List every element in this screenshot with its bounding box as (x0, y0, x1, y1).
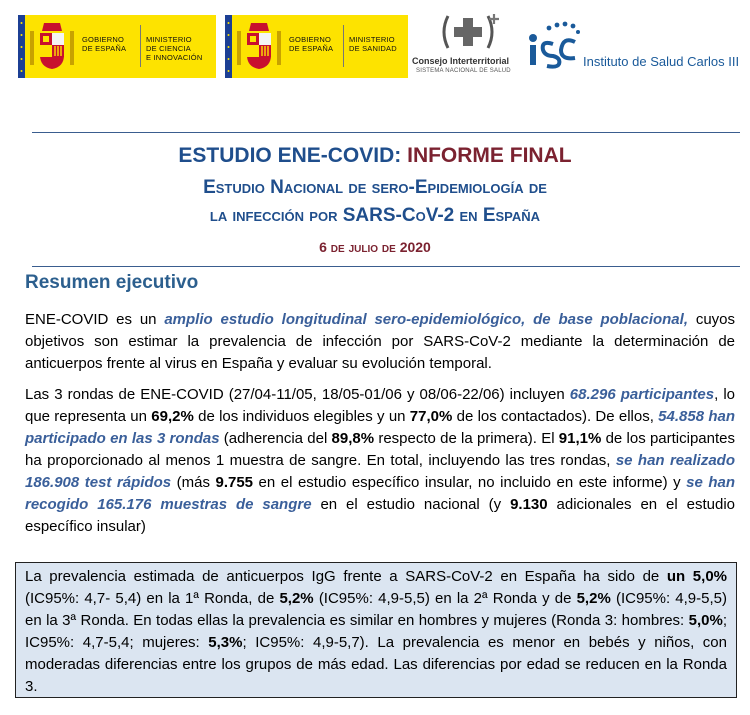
logo-band (0, 0, 750, 110)
text: (adherencia del (219, 430, 332, 447)
cisns-name: Consejo Interterritorial (412, 56, 510, 66)
gobierno-text (82, 35, 126, 53)
highlighted-text: se han recogido 165.176 muestras de sangre (25, 474, 735, 513)
text: (IC95%: 4,7- 5,4) en la 1ª Ronda, de (25, 590, 280, 607)
gov-line: GOBIERNO (82, 35, 125, 44)
text: Las 3 rondas de ENE-COVID (27/04-11/05, 18/05-01/06 y 08/06-22/06) incluyen (25, 386, 570, 403)
title-main: ESTUDIO ENE-COVID: (178, 144, 402, 167)
bold-value: 9.130 (510, 496, 548, 513)
paragraph-intro (25, 309, 735, 375)
highlighted-text: amplio estudio longitudinal sero-epidemiológico, de base poblacional, (164, 311, 688, 328)
text: ; IC95%: 4,9-5,7). La prevalencia es menor en bebés y niños, con moderadas diferencias entre los grupos de más edad. Las diferencias por edad se reducen en la Ronda 3. (25, 634, 727, 695)
bold-value: 69,2% (151, 408, 194, 425)
bold-value: 5,2% (576, 590, 611, 607)
ministry-line: E INNOVACIÓN (146, 53, 203, 62)
ministry-line: MINISTERIO (146, 35, 192, 44)
report-title (0, 144, 750, 168)
logo-consejo-interterritorial (412, 12, 527, 82)
divider (343, 25, 344, 67)
text: , lo que representa un (25, 386, 735, 425)
highlighted-text: 68.296 participantes (569, 386, 715, 403)
text: respecto de la primera). El (374, 430, 559, 447)
text: La prevalencia estimada de anticuerpos IgG frente a SARS-CoV-2 en España ha sido de (25, 568, 667, 585)
bold-value: 5,0% (688, 612, 723, 629)
bold-value: 5,3% (208, 634, 243, 651)
logo-ministerio-sanidad (225, 15, 408, 78)
bold-value: 89,8% (331, 430, 375, 447)
eu-flag-strip (225, 15, 232, 78)
gov-line: DE ESPAÑA (82, 44, 127, 53)
ministry-text (349, 35, 397, 53)
isciii-name: Instituto de Salud Carlos III (583, 54, 740, 69)
highlighted-text: 54.858 han participado en las 3 rondas (25, 408, 736, 447)
title-accent: INFORME FINAL (407, 144, 572, 167)
text: adicionales en el estudio específico insular) (25, 496, 735, 535)
subtitle-line-1: Estudio Nacional de sero-Epidemiología de (203, 177, 547, 198)
ministry-line: DE SANIDAD (349, 44, 397, 53)
bold-value: 77,0% (409, 408, 453, 425)
cisns-subtitle: SISTEMA NACIONAL DE SALUD (416, 68, 511, 74)
text: (más (171, 474, 216, 491)
text: (IC95%: 4,9-5,5) en la 3ª Ronda. En todas ellas la prevalencia es similar en hombres y mujeres (Ronda 3: hombres: (25, 590, 727, 629)
subtitle-line-2: la infección por SARS-CoV-2 en España (209, 205, 541, 226)
text: de los participantes ha proporcionado al menos 1 muestra de sangre. En total, incluyendo las tres rondas, (25, 430, 735, 469)
bold-value: 91,1% (558, 430, 602, 447)
gobierno-text (289, 35, 333, 53)
paragraph-prevalence (25, 566, 727, 698)
isciii-mark-icon (525, 20, 581, 75)
text: de los contactados). De ellos, (452, 408, 659, 425)
text: ENE-COVID es un (25, 311, 165, 328)
cisns-cross-icon (436, 12, 506, 59)
text: (IC95%: 4,9-5,5) en la 2ª Ronda y de (313, 590, 577, 607)
text: en el estudio específico insular, no incluido en este informe) y (253, 474, 687, 491)
ministry-line: MINISTERIO (349, 35, 395, 44)
section-heading: Resumen ejecutivo (25, 272, 199, 293)
title-rule-top (32, 132, 740, 133)
text: en el estudio nacional (y (311, 496, 511, 513)
title-rule-bottom (32, 266, 740, 267)
ministry-line: DE CIENCIA (146, 44, 191, 53)
paragraph-participation (25, 384, 735, 538)
text: de los individuos elegibles y un (193, 408, 410, 425)
text: ; IC95%: 4,7-5,4; mujeres: (25, 612, 727, 651)
gov-line: DE ESPAÑA (289, 44, 334, 53)
divider (140, 25, 141, 67)
spain-coat-of-arms-icon (235, 21, 283, 73)
key-findings-box (15, 562, 737, 698)
bold-value: un 5,0% (666, 568, 727, 585)
logo-ministerio-ciencia (18, 15, 216, 78)
bold-value: 5,2% (279, 590, 314, 607)
logo-instituto-salud-carlos-iii (525, 20, 750, 70)
eu-flag-strip (18, 15, 25, 78)
highlighted-text: se han realizado 186.908 test rápidos (25, 452, 735, 491)
report-date: 6 de julio de 2020 (319, 239, 431, 255)
text: cuyos objetivos son estimar la prevalencia de infección por SARS-CoV-2 mediante la determinación de anticuerpos frente al virus en España y evaluar su evolución temporal. (25, 311, 736, 372)
bold-value: 9.755 (215, 474, 254, 491)
spain-coat-of-arms-icon (28, 21, 76, 73)
gov-line: GOBIERNO (289, 35, 332, 44)
ministry-text (146, 35, 202, 62)
